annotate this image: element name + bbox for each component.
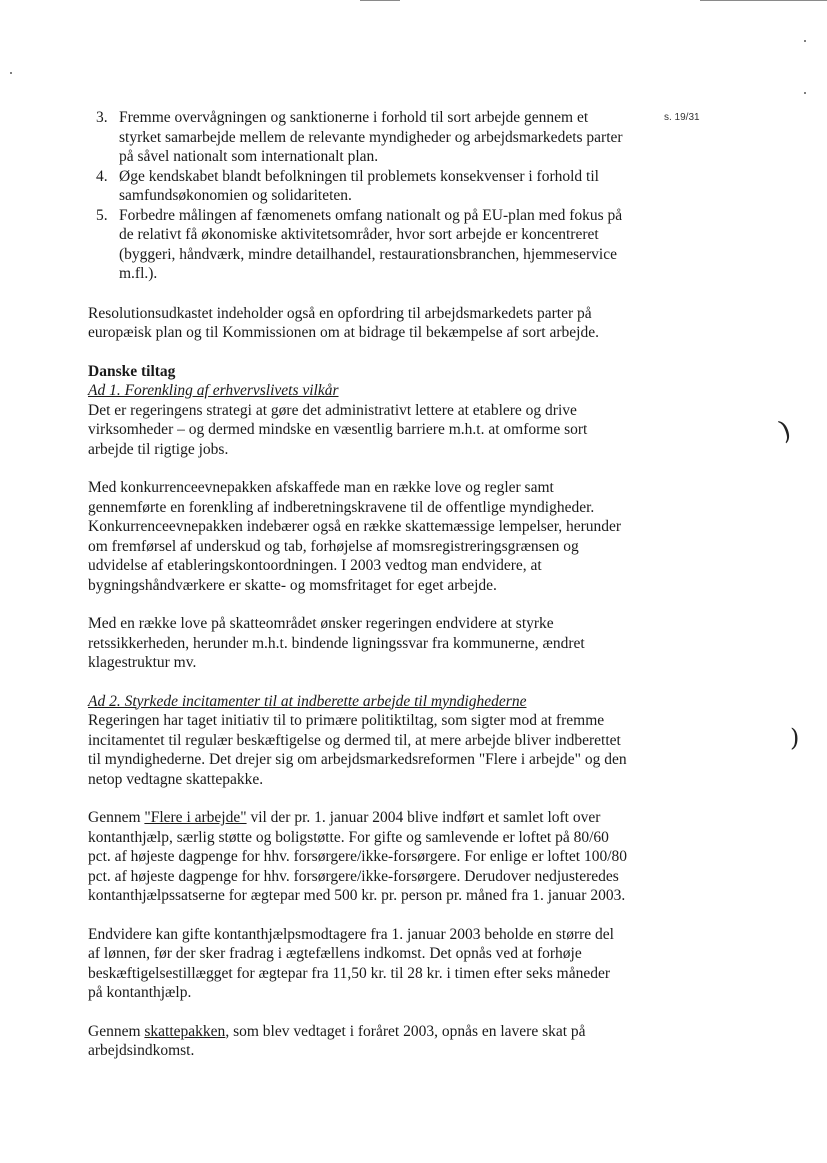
text-span: Gennem — [88, 1022, 145, 1040]
subheading-ad2: Ad 2. Styrkede incitamenter til at indberette arbejde til myndighederne — [88, 692, 527, 710]
list-number: 4. — [96, 167, 108, 185]
list-text: Forbedre målingen af fænomenets omfang nationalt og på EU-plan med fokus på de relativt få økonomiske aktivitetsområder, hvor sort arbejde er koncentreret (byggeri, håndværk, mindre detailhandel, restaurationsbranchen, hjemmeservice m.fl.). — [119, 206, 623, 282]
list-number: 3. — [96, 109, 108, 126]
flere-i-arbejde-reference: "Flere i arbejde" — [144, 809, 247, 826]
paragraph: Regeringen har taget initiativ til to primære politiktiltag, som sigter mod at fremme incitamentet til regulær beskæftigelse og dermed til, at mere arbejde bliver indberettet til myndighederne. Det drejer sig om arbejdsmarkedsreformen "Flere i arbejde" og den netop vedtagne skattepakke. — [88, 712, 627, 788]
scan-speck — [804, 40, 806, 42]
paragraph: Endvidere kan gifte kontanthjælpsmodtagere fra 1. januar 2003 beholde en større del af lønnen, før der sker fradrag i ægtefællens indkomst. Det opnås ved at forhøje beskæftigelsestillægget for ægtepar fra 11,50 kr. til 28 kr. i timen efter seks måneder på kontanthjælp. — [88, 925, 614, 1001]
scan-artifact-line — [700, 0, 827, 1]
paragraph — [88, 808, 628, 906]
scan-speck — [804, 92, 806, 94]
document-body — [88, 108, 628, 1080]
list-item — [88, 108, 628, 167]
page-number: s. 19/31 — [664, 112, 700, 123]
subheading-ad1: Ad 1. Forenkling af erhvervslivets vilkår — [88, 382, 339, 399]
list-item — [88, 167, 628, 206]
paragraph: Med konkurrenceevnepakken afskaffede man en række love og regler samt gennemførte en forenkling af indberetningskravene til de offentlige myndigheder. Konkurrenceevnepakken indebærer også en række skattemæssige lempelser, herunder om fremførsel af underskud og tab, forhøjelse af momsregistreringsgrænsen og udvidelse af etableringskontoordningen. I 2003 vedtog man endvidere, at bygningshåndværkere er skatte- og momsfritaget for eget arbejde. — [88, 479, 622, 594]
section-heading: Danske tiltag — [88, 362, 176, 380]
list-text: Fremme overvågningen og sanktionerne i forhold til sort arbejde gennem et styrket samarbejde mellem de relevante myndigheder og arbejdsmarkedets parter på såvel nationalt som internationalt plan. — [119, 109, 623, 165]
scan-artifact-line — [360, 0, 400, 1]
list-number: 5. — [96, 206, 108, 224]
scan-speck — [10, 72, 12, 74]
paragraph: Med en række love på skatteområdet ønsker regeringen endvidere at styrke retssikkerheden, herunder m.h.t. bindende ligningssvar fra kommunerne, ændret klagestruktur mv. — [88, 615, 585, 671]
text-span: , som blev vedtaget i foråret 2003, opnås en lavere skat på arbejdsindkomst. — [88, 1022, 586, 1059]
list-item — [88, 206, 628, 284]
numbered-list — [88, 108, 628, 284]
hole-punch-mark: ) — [775, 415, 795, 447]
text-span: vil der pr. 1. januar 2004 blive indført et samlet loft over kontanthjælp, særlig støtte og boligstøtte. For gifte og samlevende er loftet på 80/60 pct. af højeste dagpenge for hhv. forsørgere/ikke-forsørgere. For enlige er loftet 100/80 pct. af højeste dagpenge for hhv. forsørgere/ikke-forsørgere. Derudover nedjusteredes kontanthjælpssatserne for ægtepar med 500 kr. pr. person pr. måned fra 1. januar 2003. — [88, 809, 628, 904]
skattepakken-reference: skattepakken — [144, 1022, 226, 1040]
hole-punch-mark: ) — [790, 724, 800, 752]
text-span: Gennem — [88, 809, 145, 826]
list-text: Øge kendskabet blandt befolkningen til problemets konsekvenser i forhold til samfundsøkonomien og solidariteten. — [119, 167, 599, 204]
resolution-paragraph: Resolutionsudkastet indeholder også en opfordring til arbejdsmarkedets parter på europæisk plan og til Kommissionen om at bidrage til bekæmpelse af sort arbejde. — [88, 304, 599, 341]
paragraph: Det er regeringens strategi at gøre det administrativt lettere at etablere og drive virksomheder – og dermed mindske en væsentlig barriere m.h.t. at omforme sort arbejde til rigtige jobs. — [88, 401, 588, 458]
paragraph — [88, 1022, 628, 1061]
